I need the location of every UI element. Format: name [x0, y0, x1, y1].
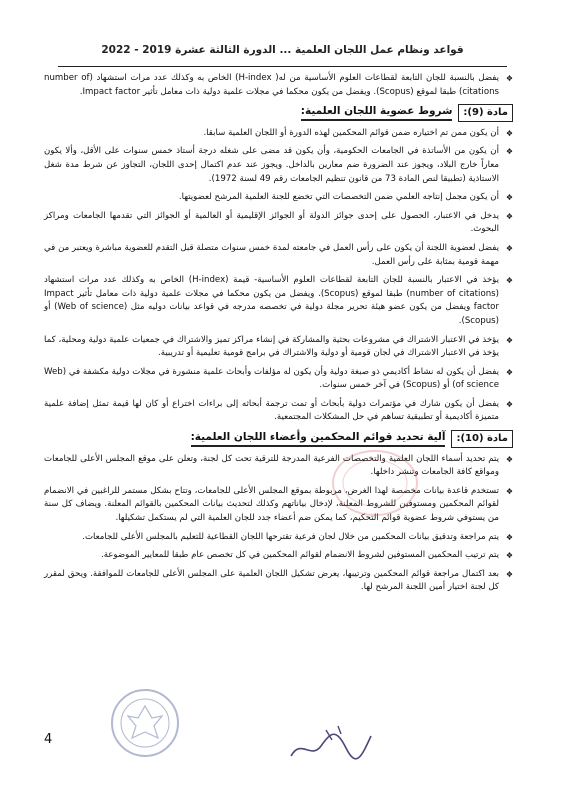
bullet-icon: ❖ — [505, 335, 513, 345]
bullet-icon: ❖ — [505, 399, 513, 409]
bullet-icon: ❖ — [505, 276, 513, 286]
intro-paragraph: ❖ يفضل بالنسبة للجان التابعة لقطاعات العلوم الأساسية من له( H-index) الخاص به وكذلك عدد مرات استشهاد (number of citations) طبقا لموقع (Scopus). ويفضل من يكون محكما في مجلات علمية دولية ذات معامل تأثير Impact factor. — [44, 73, 513, 97]
bullet-icon: ❖ — [505, 532, 513, 542]
section-10-item: ❖ يتم تحديد أسماء اللجان العلمية والتخصصات الفرعية المدرجة للترقية تحت كل لجنة، وتعلن على موقع المجلس الأعلى للجامعات ومواقع كافة الجامعات وتنشر داخلها. — [44, 453, 513, 478]
bullet-icon: ❖ — [505, 193, 513, 203]
section-10-heading — [44, 430, 513, 448]
section-number: مادة (10): — [451, 430, 513, 448]
header-divider — [58, 66, 507, 67]
section-10-item: ❖ يتم ترتيب المحكمين المستوفين لشروط الانضمام لقوائم المحكمين في كل تخصص عام طبقا للمعايير الموضوعة. — [44, 549, 513, 563]
section-9-item: ❖ أن يكون مجمل إنتاجه العلمي ضمن التخصصات التي تخضع للجنة العلمية المرشح لعضويتها. — [44, 191, 513, 205]
section-9-item: ❖ أن يكون من الأساتذة في الجامعات الحكومية، وأن يكون قد مضى على شغله درجة أستاذ خمس سنوات على الأقل، وألا يكون معاراً خارج البلاد، ويجوز عند الضرورة ضم معارين بالداخل. ويجوز عند عدم اكتمال إحدى اللجان، التجاوز عن شرط مدة شغل الاستاذية (تطبيقا لنص المادة 73 من قانون تنظيم الجامعات رقم 49 لسنة 1972). — [44, 146, 513, 184]
section-title: شروط عضوية اللجان العلمية: — [301, 105, 453, 122]
bullet-icon: ❖ — [505, 147, 513, 157]
page-number: 4 — [44, 732, 53, 747]
section-9-item: ❖ يؤخذ في الاعتبار بالنسبة للجان التابعة لقطاعات العلوم الأساسية- قيمة (H-index) الخاص به وكذلك عدد مرات استشهاد (number of citations) طبقا لموقع (Scopus). ويفضل من يكون محكما في مجلات علمية دولية ذات معامل تأثير Impact factor ويفضل من يكون عضو هيئة تحرير مجلة دولية في تخصصه مدرجه في قواعد بيانات دوليه مثل (Web of science) أو (Scopus). — [44, 275, 513, 326]
section-9-item: ❖ أن يكون ممن تم اختياره ضمن قوائم المحكمين لهذه الدورة أو اللجان العلمية سابقا. — [44, 127, 513, 141]
bullet-icon: ❖ — [505, 243, 513, 253]
section-9-item: ❖ يؤخذ في الاعتبار الاشتراك في مشروعات بحثية والمشاركة في إنشاء مراكز تميز والاشتراك في جمعيات علمية دولية ومحلية، كما يؤخذ في الاعتبار الاشتراك في لجان قومية أو دولية والاشتراك في برامج قومية تعليمية أو تدريبية. — [44, 334, 513, 359]
section-10-item: ❖ يتم مراجعة وتدقيق بيانات المحكمين من خلال لجان فرعية تقترحها اللجان القطاعية للتعليم بالمجلس الأعلى للجامعات. — [44, 531, 513, 545]
stamp-watermark-icon — [330, 448, 420, 518]
bullet-icon: ❖ — [505, 569, 513, 579]
section-9-item: ❖ يفضل أن يكون شارك في مؤتمرات دولية بأبحاث أو تمت ترجمة أبحاثه إلى براءات اختراع أو كان لها قيمة تمثل إضافة علمية متميزة أكاديمية أو تطبيقية تساهم في حل المشكلات المجتمعية. — [44, 398, 513, 423]
bullet-icon: ❖ — [505, 454, 513, 464]
section-10-item: ❖ بعد اكتمال مراجعة قوائم المحكمين وترتيبها، يعرض تشكيل اللجان العلمية على المجلس الأعلى للجامعات للموافقة. ويحق لمقرر كل لجنة اختيار أمين اللجنة المرشح لها. — [44, 568, 513, 593]
section-9-item: ❖ يفضل أن يكون له نشاط أكاديمي ذو صبغة دولية وأن يكون له مؤلفات وأبحاث علمية منشورة في مجلات دولية مكشفة في (Web of science) أو (Scopus) في آخر خمس سنوات. — [44, 366, 513, 391]
section-9-heading — [44, 104, 513, 122]
bullet-icon: ❖ — [505, 551, 513, 561]
section-9-item: ❖ يدخل في الاعتبار، الحصول على إحدى جوائز الدولة أو الجوائز الإقليمية أو العالمية أو الجوائز التي تقدمها الجامعات ومراكز البحوث. — [44, 210, 513, 235]
handwritten-signature-icon — [286, 718, 376, 768]
section-title: آلية تحديد قوائم المحكمين وأعضاء اللجان العلمية: — [191, 431, 446, 448]
egypt-eagle-seal-icon — [110, 688, 180, 758]
bullet-icon: ❖ — [505, 486, 513, 496]
section-number: مادة (9): — [458, 104, 513, 122]
document-body — [44, 72, 513, 600]
bullet-icon: ❖ — [505, 128, 513, 138]
section-9-item: ❖ يفضل لعضوية اللجنة أن يكون على رأس العمل في جامعته لمدة خمس سنوات متصلة قبل التقدم للعضوية مباشرة ويعتبر من في مهمة قومية بمثابة على رأس العمل. — [44, 242, 513, 267]
bullet-icon: ❖ — [505, 74, 513, 83]
page-header: قواعد ونظام عمل اللجان العلمية ... الدورة الثالثة عشرة 2019 - 2022 — [101, 44, 464, 56]
section-10-item: ❖ تستخدم قاعدة بيانات مخصصة لهذا الغرض، مربوطة بموقع المجلس الأعلى للجامعات، وتتاح بشكل مستمر للراغبين في الانضمام لقوائم المحكمين ومستوفين للشروط المعلنة، لإدخال بياناتهم وكذلك لتحديث بيانات المحكمين بالقوائم المعلنة. ويضاف كل سنة من يستوفي شروط عضوية قوائم التحكيم، كما يمكن ضم أعضاء جدد للجان العلمية التي لم يستكمل تشكيلها. — [44, 485, 513, 524]
bullet-icon: ❖ — [505, 211, 513, 221]
bullet-icon: ❖ — [505, 367, 513, 377]
